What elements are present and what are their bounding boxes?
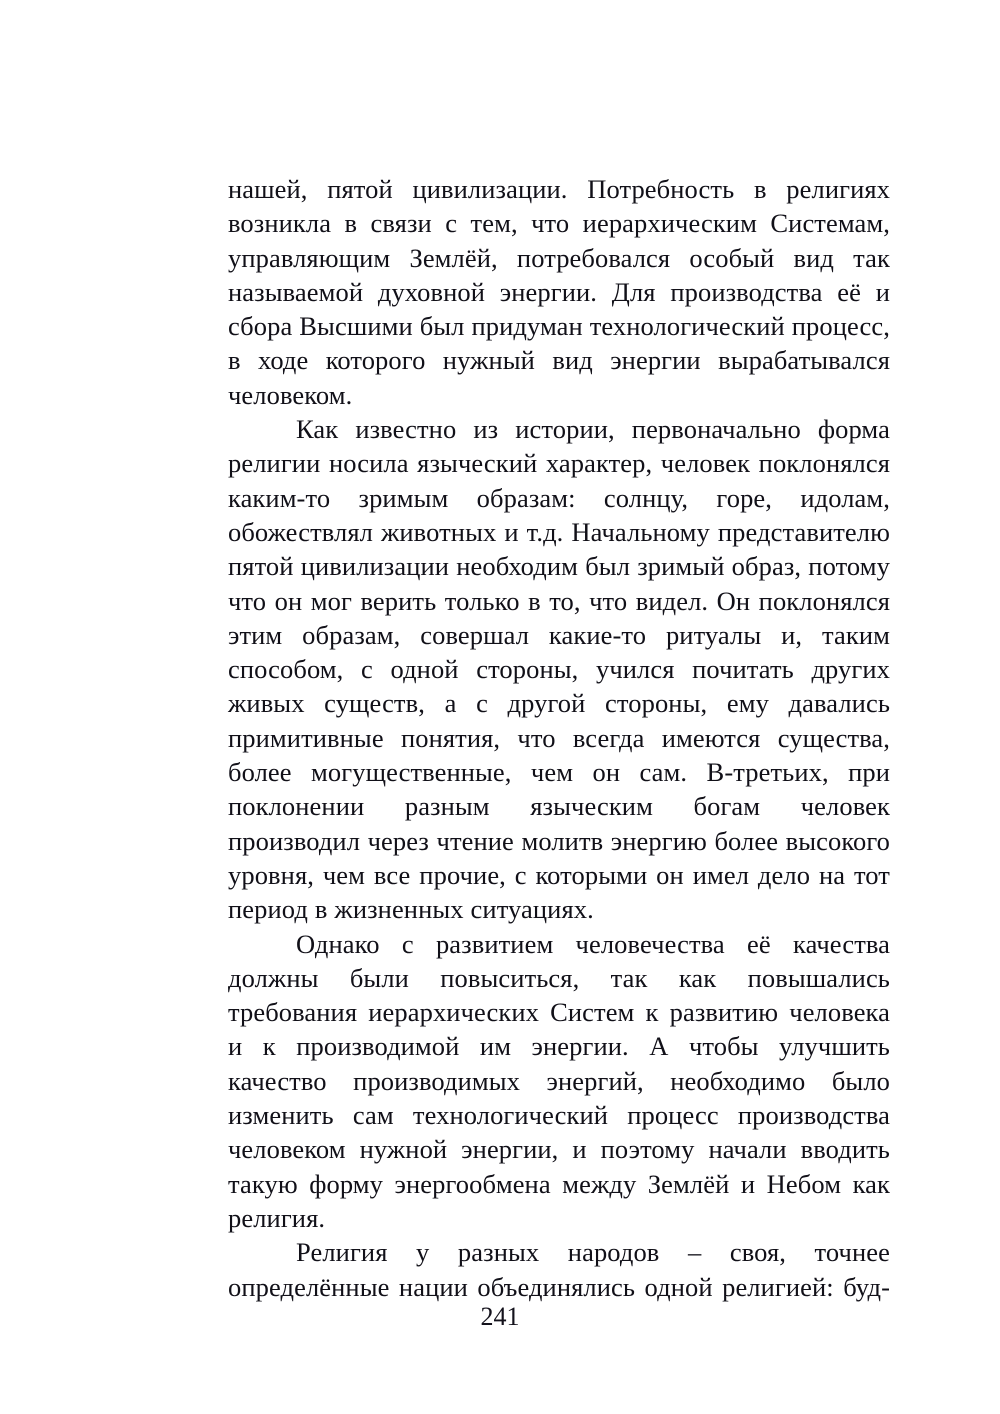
body-text-block	[228, 172, 890, 1304]
paragraph-4: Религия у разных народов – своя, точнее определённые нации объединялись одной религией: буд-	[228, 1237, 890, 1302]
page-number: 241	[480, 1302, 520, 1331]
paragraph-3: Однако с развитием человечества её качества должны были повыситься, так как повышались требования иерархических Систем к развитию человека и к производимой им энергии. А чтобы улучшить качество производимых энергий, необходимо было изменить сам технологический процесс производства человеком нужной энергии, и поэтому начали вводить такую форму энергообмена между Землёй и Небом как религия.	[228, 928, 890, 1233]
paragraph-2: Как известно из истории, первоначально форма религии носила языческий характер, человек поклонялся каким-то зримым образам: солнцу, горе, идолам, обожествлял животных и т.д. Начальному представителю пятой цивилизации необходим был зримый образ, потому что он мог верить только в то, что видел. Он поклонялся этим образам, совершал какие-то ритуалы и, таким способом, с одной стороны, учился почитать других живых существ, а с другой стороны, ему давались примитивные понятия, что всегда имеются существа, более могущественные, чем он сам. В-третьих, при поклонении разным языческим богам человек производил через чтение молитв энергию более высокого уровня, чем все прочие, с которыми он имел дело на тот период в жизненных ситуациях.	[228, 414, 890, 925]
paragraph-1: нашей, пятой цивилизации. Потребность в религиях возникла в связи с тем, что иерархическим Системам, управляющим Землёй, потребовался особый вид так называемой духовной энергии. Для производства её и сбора Высшими был придуман технологический процесс, в ходе которого нужный вид энергии вырабатывался человеком.	[228, 174, 890, 410]
